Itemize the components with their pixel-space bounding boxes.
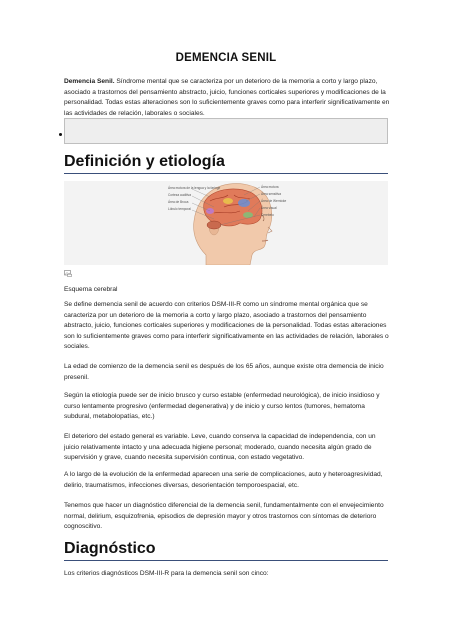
- section-heading-definition: Definición y etiología: [64, 153, 388, 174]
- diagnosis-intro: Los criterios diagnósticos DSM-III-R para la demencia senil son cinco:: [64, 570, 269, 577]
- figure-label-left-1: Área motora de la lengua y la faringe: [168, 186, 221, 190]
- figure-label-left-3: Área de Broca: [168, 200, 189, 204]
- list-bullet: [59, 133, 62, 136]
- paragraph-5: A lo largo de la evolución de la enfermedad aparecen una serie de complicaciones, auto y heteroagresividad, delirio, traumatismos, infecciones diversas, desorientación temporoespacial, etc.: [64, 471, 383, 489]
- figure-label-right-3: Área de Wernicke: [261, 199, 287, 203]
- paragraph-1: Se define demencia senil de acuerdo con criterios DSM-III-R como un síndrome mental orgánica que se caracteriza por un deterioro de la memoria a corto y largo plazo, asociado a trastornos del pensamiento abstracto, juicio, funciones corticales superiores y modificaciones de la personalidad. Todas estas alteraciones son lo suficientemente graves como para interferir significativamente en las actividades de relación, laborales o sociales.: [64, 301, 389, 351]
- intro-term: Demencia Senil.: [64, 78, 115, 85]
- intro-text: Síndrome mental que se caracteriza por un deterioro de la memoria a corto y largo plazo, asociado a trastornos del pensamiento abstracto, juicio, funciones corticales superiores y modificaciones de la personalidad. Todas estas alteraciones son lo suficientemente graves como para interferir significativamente en las actividades de relación, laborales o sociales.: [64, 78, 390, 117]
- figure-label-left-4: Lóbulo temporal: [168, 207, 191, 211]
- paragraph-4: El deterioro del estado general es variable. Leve, cuando conserva la capacidad de independencia, con un juicio relativamente intacto y una adecuada higiene personal; moderado, cuando necesita algún grado de supervisión y grave, cuando necesita supervisión continua, con estado vegetativo.: [64, 433, 376, 462]
- figure-label-left-2: Corteza auditiva: [168, 193, 192, 197]
- intro-paragraph: [64, 77, 390, 119]
- document-title: DEMENCIA SENIL: [175, 52, 277, 64]
- figure-label-right-5: Cerebelo: [261, 213, 274, 217]
- broken-image-icon: [64, 270, 72, 277]
- figure-label-right-2: Área sensitiva: [261, 192, 282, 196]
- figure-label-right-4: Área visual: [261, 206, 277, 210]
- embedded-frame[interactable]: [64, 118, 388, 144]
- paragraph-3: Según la etiología puede ser de inicio brusco y curso estable (enfermedad neurológica), de inicio insidioso y curso lentamente progresivo (enfermedad degenerativa) y de inicio y curso lentos (tumores, hematoma subdural, metabolopatías, etc.): [64, 392, 380, 421]
- brain-head-illustration: [64, 181, 388, 265]
- figure-caption: Esquema cerebral: [64, 286, 118, 293]
- section-heading-diagnosis: Diagnóstico: [64, 540, 388, 561]
- paragraph-2: La edad de comienzo de la demencia senil es después de los 65 años, aunque existe otra demencia de inicio presenil.: [64, 363, 384, 381]
- figure-label-right-1: Área motora: [261, 185, 279, 189]
- paragraph-6: Tenemos que hacer un diagnóstico diferencial de la demencia senil, fundamentalmente con el envejecimiento normal, delirium, esquizofrenia, episodios de depresión mayor y otros trastornos con síntomas de deterioro cognoscitivo.: [64, 502, 384, 531]
- brain-figure: [64, 181, 388, 265]
